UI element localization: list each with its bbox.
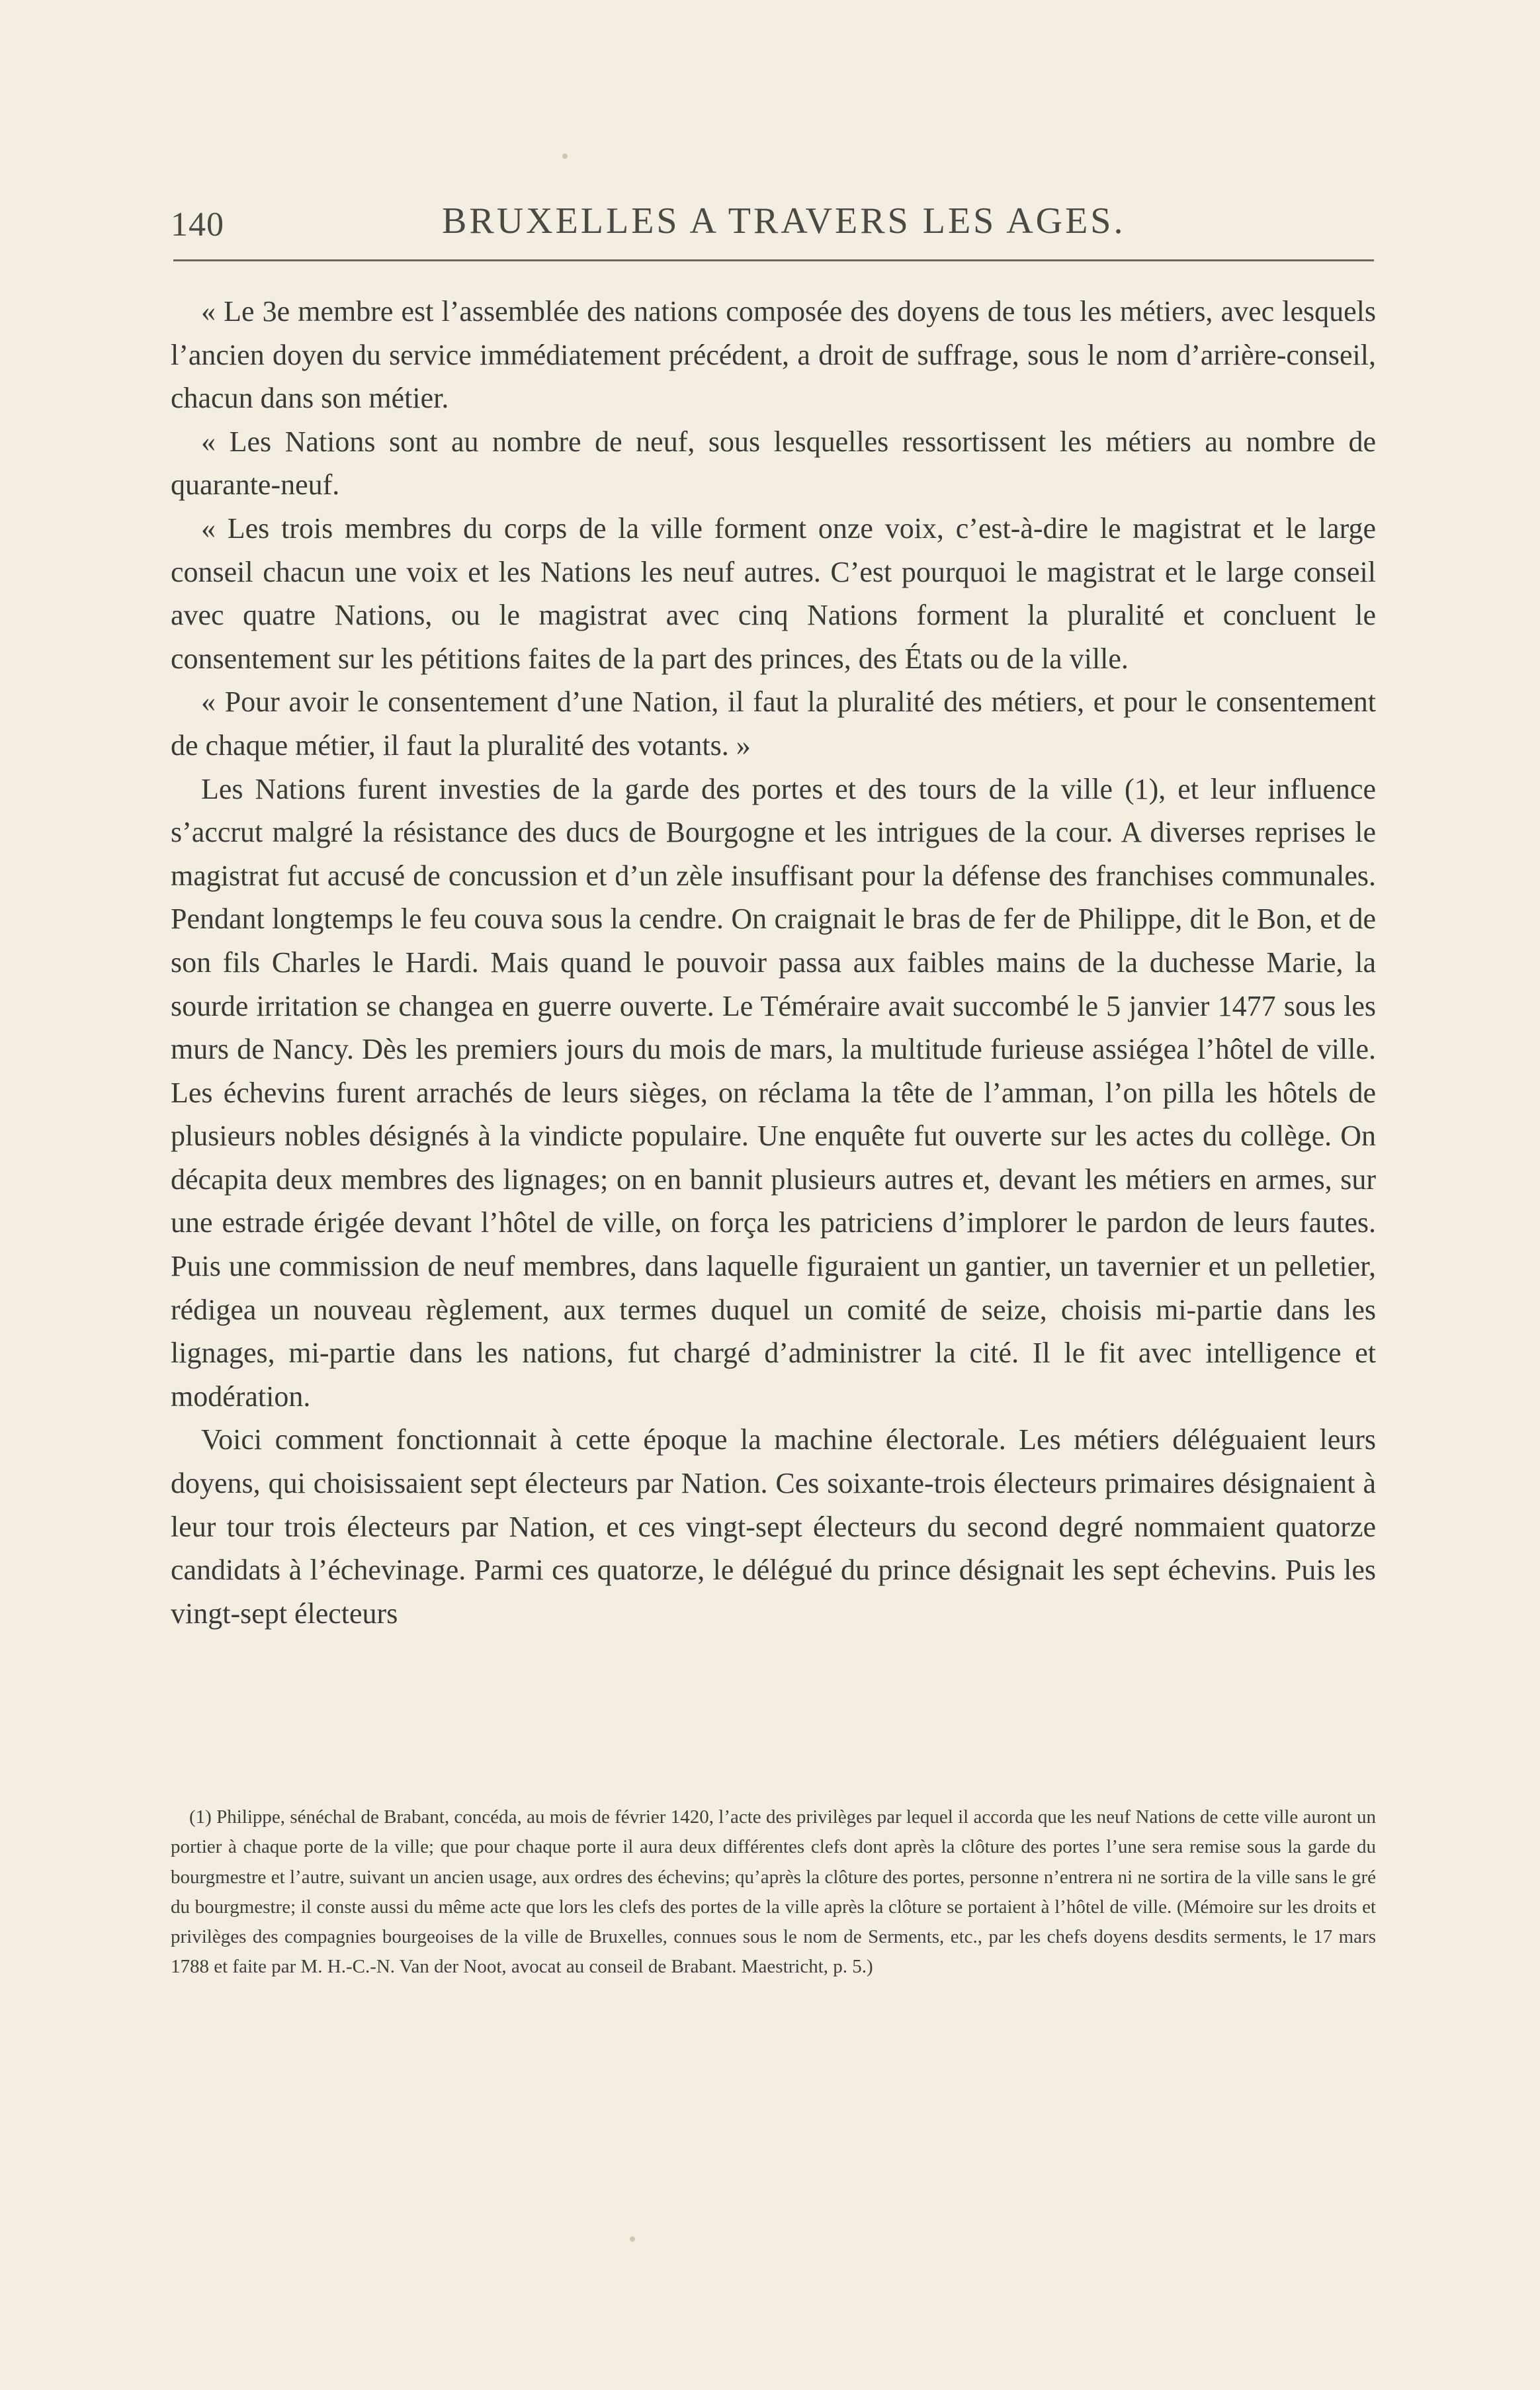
- footnote-1: (1) Philippe, sénéchal de Brabant, concéda, au mois de février 1420, l’acte des privilèges par lequel il accorda que les neuf Nations de cette ville auront un portier à chaque porte de la ville; que pour chaque porte il aura deux différentes clefs dont après la clôture des portes l’une sera remise sous la garde du bourgmestre et l’autre, suivant un ancien usage, aux ordres des échevins; qu’après la clôture des portes, personne n’entrera ni ne sortira de la ville sans le gré du bourgmestre; il conste aussi du même acte que lors les clefs des portes de la ville après la clôture se portaient à l’hôtel de ville. (Mémoire sur les droits et privilèges des compagnies bourgeoises de la ville de Bruxelles, connues sous le nom de Serments, etc., par les chefs doyens desdits serments, le 17 mars 1788 et faite par M. H.-C.-N. Van der Noot, avocat au conseil de Brabant. Maestricht, p. 5.): [171, 1806, 1376, 1978]
- page-header: [171, 193, 1376, 246]
- main-text: [171, 290, 1376, 1635]
- paragraph: « Les trois membres du corps de la ville forment onze voix, c’est-à-dire le magistrat et le large conseil chacun une voix et les Nations les neuf autres. C’est pourquoi le magistrat et le large conseil avec quatre Nations, ou le magistrat avec cinq Nations forment la pluralité et concluent le consentement sur les pétitions faites de la part des princes, des États ou de la ville.: [171, 511, 1376, 675]
- paragraph: « Les Nations sont au nombre de neuf, sous lesquelles ressortissent les métiers au nombre de quarante-neuf.: [171, 425, 1376, 502]
- page-number: 140: [171, 206, 224, 243]
- footnotes: [171, 1802, 1376, 1982]
- header-rule: [173, 259, 1374, 261]
- paragraph: « Pour avoir le consentement d’une Nation, il faut la pluralité des métiers, et pour le consentement de chaque métier, il faut la pluralité des votants. »: [171, 686, 1376, 762]
- paper-speck: [630, 2236, 635, 2242]
- paper-speck: [562, 154, 568, 159]
- paragraph: « Le 3e membre est l’assemblée des nations composée des doyens de tous les métiers, avec lesquels l’ancien doyen du service immédiatement précédent, a droit de suffrage, sous le nom d’arrière-conseil, chacun dans son métier.: [171, 295, 1376, 415]
- paragraph: Voici comment fonctionnait à cette époque la machine électorale. Les métiers déléguaient leurs doyens, qui choisissaient sept électeurs par Nation. Ces soixante-trois électeurs primaires désignaient à leur tour trois électeurs par Nation, et ces vingt-sept électeurs du second degré nommaient quatorze candidats à l’échevinage. Parmi ces quatorze, le délégué du prince désignait les sept échevins. Puis les vingt-sept électeurs: [171, 1423, 1376, 1630]
- running-title: BRUXELLES A TRAVERS LES AGES.: [442, 200, 1126, 242]
- paragraph: Les Nations furent investies de la garde des portes et des tours de la ville (1), et leur influence s’accrut malgré la résistance des ducs de Bourgogne et les intrigues de la cour. A diverses reprises le magistrat fut accusé de concussion et d’un zèle insuffisant pour la défense des franchises communales. Pendant longtemps le feu couva sous la cendre. On craignait le bras de fer de Philippe, dit le Bon, et de son fils Charles le Hardi. Mais quand le pouvoir passa aux faibles mains de la duchesse Marie, la sourde irritation se changea en guerre ouverte. Le Téméraire avait succombé le 5 janvier 1477 sous les murs de Nancy. Dès les premiers jours du mois de mars, la multitude furieuse assiégea l’hôtel de ville. Les échevins furent arrachés de leurs sièges, on réclama la tête de l’amman, l’on pilla les hôtels de plusieurs nobles désignés à la vindicte populaire. Une enquête fut ouverte sur les actes du collège. On décapita deux membres des lignages; on en bannit plusieurs autres et, devant les métiers en armes, sur une estrade érigée devant l’hôtel de ville, on força les patriciens d’implorer le pardon de leurs fautes. Puis une commission de neuf membres, dans laquelle figuraient un gantier, un tavernier et un pelletier, rédigea un nouveau règlement, aux termes duquel un comité de seize, choisis mi-partie dans les lignages, mi-partie dans les nations, fut chargé d’administrer la cité. Il le fit avec intelligence et modération.: [171, 772, 1376, 1413]
